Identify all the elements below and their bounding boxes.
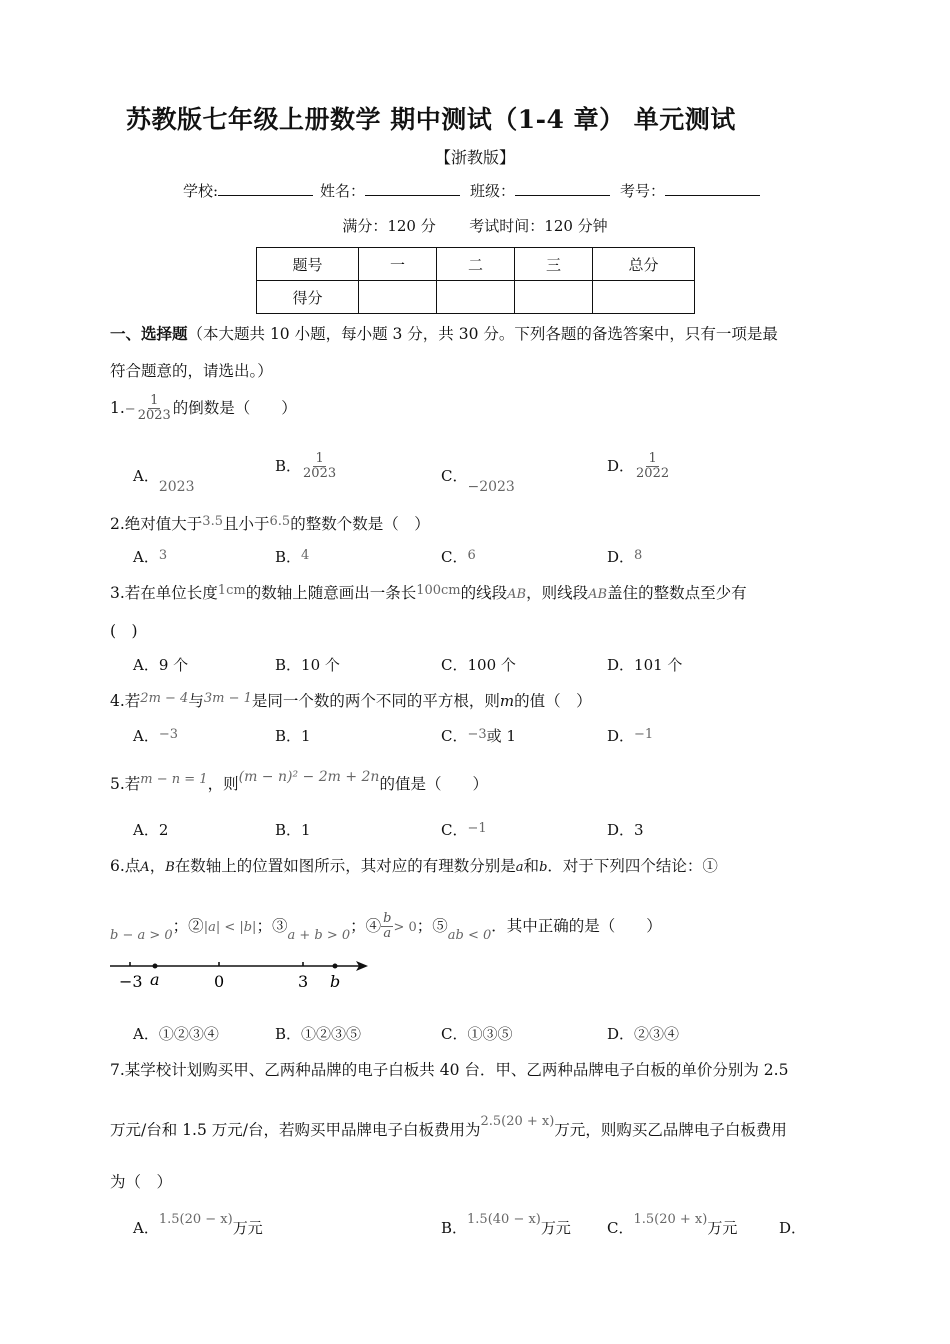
score-input-cell[interactable] <box>437 281 515 314</box>
option-value: −3 <box>158 727 179 742</box>
score-table-score-row <box>257 281 695 314</box>
question-1 <box>110 394 297 424</box>
fraction <box>381 912 393 942</box>
option-d[interactable] <box>607 725 653 746</box>
option-b[interactable]: B．1 <box>275 727 311 745</box>
score-table-header-row <box>257 248 695 281</box>
name-blank[interactable] <box>365 181 460 196</box>
exam-no-label: 考号： <box>620 182 666 200</box>
option-value: 2023 <box>158 479 195 495</box>
question-5 <box>110 769 488 794</box>
math-expr: |a| < |b| <box>203 919 257 935</box>
fraction <box>136 394 173 424</box>
option-label: D． <box>607 727 635 745</box>
question-7-line3: 为（ ） <box>110 1173 173 1191</box>
question-text: 和 <box>523 857 540 875</box>
name-label: 姓名： <box>320 182 366 200</box>
question-text: 且小于 <box>222 515 270 533</box>
question-text: 万元，则购买乙品牌电子白板费用 <box>554 1121 787 1139</box>
option-value: 4 <box>301 548 310 563</box>
question-text: 万元/台和 1.5 万元/台，若购买甲品牌电子白板费用为 <box>110 1121 481 1139</box>
class-field <box>470 180 612 201</box>
option-b[interactable]: B．10 个 <box>275 656 340 674</box>
tick-label: −3 <box>119 972 143 991</box>
fraction-numerator: 1 <box>648 451 657 466</box>
section-intro: （本大题共 10 小题，每小题 3 分，共 30 分。下列各题的备选答案中，只有一项是最 <box>187 325 778 343</box>
option-label: A． <box>133 1219 159 1237</box>
question-text: 的线段 <box>460 584 508 602</box>
question-text: 的整数个数是（ ） <box>290 515 430 533</box>
math-expr: a + b > 0 <box>287 927 351 943</box>
score-input-cell[interactable] <box>359 281 437 314</box>
option-value: 3 <box>158 548 168 563</box>
question-text: 在数轴上的位置如图所示，其对应的有理数分别是 <box>174 857 516 875</box>
full-score: 满分：120 分 <box>342 217 436 235</box>
math-expr: 100cm <box>416 583 461 598</box>
question-4 <box>110 689 592 711</box>
math-expr: m <box>499 692 515 710</box>
exam-meta <box>0 215 950 236</box>
question-text: 与 <box>188 692 204 710</box>
page-title: 苏教版七年级上册数学 期中测试（1-4 章） 单元测试 <box>126 105 736 134</box>
option-c[interactable] <box>441 546 476 567</box>
option-c[interactable]: C．①③⑤ <box>441 1025 513 1043</box>
option-label: A． <box>133 548 159 566</box>
tick-label: 3 <box>298 972 309 991</box>
table-cell: 得分 <box>257 281 359 314</box>
option-b[interactable] <box>441 1212 571 1238</box>
option-value: −2023 <box>467 479 515 495</box>
option-d[interactable]: D．②③④ <box>607 1025 680 1043</box>
option-value: 8 <box>634 548 643 563</box>
question-text: 4.若 <box>110 692 141 710</box>
option-value: 万元 <box>540 1219 571 1237</box>
math-expr: 2.5(20 + x) <box>480 1114 555 1129</box>
option-value: −3 <box>467 727 487 742</box>
option-label: C． <box>441 467 468 485</box>
score-input-cell[interactable] <box>515 281 593 314</box>
option-c[interactable] <box>441 465 515 495</box>
option-c[interactable]: C．100 个 <box>441 656 516 674</box>
option-value: −1 <box>467 821 487 836</box>
tick-label: 0 <box>214 972 225 991</box>
option-a[interactable] <box>133 546 167 567</box>
question-3 <box>110 581 747 603</box>
question-7-line2 <box>110 1114 787 1140</box>
question-text: 的倒数是（ ） <box>172 398 297 417</box>
option-label: A． <box>133 727 159 745</box>
tick-label: a <box>150 970 160 989</box>
math-expr: 1.5(20 − x) <box>158 1212 233 1227</box>
fraction-denominator: 2022 <box>636 466 670 482</box>
question-text: 的数轴上随意画出一条长 <box>245 584 417 602</box>
class-blank[interactable] <box>515 181 610 196</box>
point-b <box>333 964 338 969</box>
option-b[interactable]: B．1 <box>275 821 311 839</box>
question-text: 5.若 <box>110 775 141 793</box>
math-expr: (m − n)² − 2m + 2n <box>238 769 380 785</box>
question-number: 1. <box>110 398 125 417</box>
question-text: ， <box>149 857 166 875</box>
option-b[interactable] <box>275 546 309 567</box>
question-6-conclusions <box>110 912 662 942</box>
option-label: D． <box>607 548 635 566</box>
question-text: 2.绝对值大于 <box>110 515 203 533</box>
section-title: 一、选择题 <box>110 324 188 343</box>
score-input-cell[interactable] <box>593 281 695 314</box>
fraction <box>634 452 671 482</box>
math-expr: 3.5 <box>202 514 223 529</box>
option-a[interactable]: A．2 <box>133 821 169 839</box>
fraction-denominator: 2023 <box>137 408 171 424</box>
math-expr: 1.5(20 + x) <box>633 1212 708 1227</box>
table-cell: 三 <box>515 248 593 281</box>
question-text: 的值（ ） <box>514 692 592 710</box>
tick-label: b <box>330 972 341 991</box>
math-expr: 1cm <box>217 583 246 598</box>
question-text: ；④ <box>350 916 382 935</box>
option-d[interactable]: D．101 个 <box>607 656 683 674</box>
option-d[interactable]: D．3 <box>607 821 644 839</box>
math-expr: > 0 <box>393 919 417 935</box>
option-c[interactable] <box>441 725 516 746</box>
option-d[interactable] <box>607 546 642 567</box>
option-label: D． <box>607 456 635 475</box>
option-label: C． <box>441 821 468 839</box>
school-label: 学校: <box>183 182 219 200</box>
question-text: 3.若在单位长度 <box>110 584 218 602</box>
math-expr: ab < 0 <box>447 927 492 943</box>
question-text: ，则线段 <box>526 584 589 602</box>
question-text: ．对于下列四个结论：① <box>547 857 718 875</box>
option-value: −1 <box>634 727 654 742</box>
option-c[interactable] <box>607 1212 738 1238</box>
math-expr: 1.5(40 − x) <box>467 1212 541 1227</box>
option-value: 万元 <box>707 1219 738 1237</box>
math-expr: b − a > 0 <box>110 927 173 943</box>
exam-no-blank[interactable] <box>665 181 760 196</box>
option-value: 万元 <box>232 1219 263 1237</box>
fraction-denominator: 2023 <box>303 466 337 482</box>
question-text: ．其中正确的是（ ） <box>491 916 662 935</box>
math-expr: 2m − 4 <box>140 691 189 706</box>
table-cell: 题号 <box>257 248 359 281</box>
question-text: 的值是（ ） <box>379 775 488 793</box>
math-expr: 3m − 1 <box>203 691 252 706</box>
section-intro-line2: 符合题意的，请选出。） <box>110 362 273 380</box>
name-field <box>320 180 462 201</box>
number-line-figure <box>110 955 375 995</box>
math-expr: A <box>140 860 150 875</box>
question-text: ；② <box>172 916 204 935</box>
math-expr: m − n = 1 <box>140 772 208 787</box>
question-text: 6.点 <box>110 857 141 875</box>
option-label: C． <box>441 727 468 745</box>
math-expr: AB <box>588 587 608 602</box>
option-a[interactable] <box>133 1212 263 1238</box>
option-d[interactable] <box>607 452 671 482</box>
option-label: B． <box>275 548 302 566</box>
option-a[interactable]: A．①②③④ <box>133 1025 219 1043</box>
fraction-numerator: 1 <box>150 393 159 408</box>
option-a[interactable]: A．9 个 <box>133 656 189 674</box>
option-label: B． <box>441 1219 468 1237</box>
option-value: 或 1 <box>486 727 516 745</box>
math-expr: B <box>165 860 175 875</box>
math-expr: 6.5 <box>269 514 291 529</box>
math-expr: b <box>539 860 548 875</box>
option-a[interactable] <box>133 465 195 495</box>
question-6 <box>110 854 718 876</box>
option-a[interactable] <box>133 725 178 746</box>
fraction-denominator: a <box>383 926 392 942</box>
table-cell: 一 <box>359 248 437 281</box>
point-a <box>153 964 158 969</box>
question-7: 7.某学校计划购买甲、乙两种品牌的电子白板共 40 台．甲、乙两种品牌电子白板的单价分别为 2.5 <box>110 1061 789 1079</box>
edition-label: 【浙教版】 <box>434 148 515 167</box>
option-b[interactable]: B．①②③⑤ <box>275 1025 362 1043</box>
option-d[interactable]: D． <box>779 1219 807 1237</box>
fraction <box>301 452 338 482</box>
question-3-line2: ( ) <box>110 622 138 640</box>
option-label: C． <box>607 1219 634 1237</box>
score-table <box>256 247 695 314</box>
class-label: 班级： <box>470 182 516 200</box>
fraction-numerator: b <box>383 911 392 926</box>
fraction-numerator: 1 <box>315 451 324 466</box>
question-text: ，则 <box>207 775 239 793</box>
question-2 <box>110 512 430 534</box>
question-text: 是同一个数的两个不同的平方根，则 <box>251 692 500 710</box>
exam-no-field <box>620 180 762 201</box>
option-c[interactable] <box>441 819 487 840</box>
math-expr: a <box>515 860 524 875</box>
option-label: C． <box>441 548 468 566</box>
option-value: 6 <box>467 548 476 563</box>
option-label: B． <box>275 456 302 475</box>
option-b[interactable] <box>275 452 338 482</box>
table-cell: 总分 <box>593 248 695 281</box>
question-text: ；③ <box>256 916 288 935</box>
question-text: ；⑤ <box>416 916 448 935</box>
school-blank[interactable] <box>218 181 313 196</box>
option-label: A． <box>133 467 159 485</box>
math-minus: − <box>124 401 136 417</box>
exam-time: 考试时间：120 分钟 <box>469 217 608 235</box>
question-text: 盖住的整数点至少有 <box>607 584 747 602</box>
math-expr: AB <box>507 587 527 602</box>
table-cell: 二 <box>437 248 515 281</box>
school-field <box>183 180 315 201</box>
section-heading <box>110 322 778 344</box>
